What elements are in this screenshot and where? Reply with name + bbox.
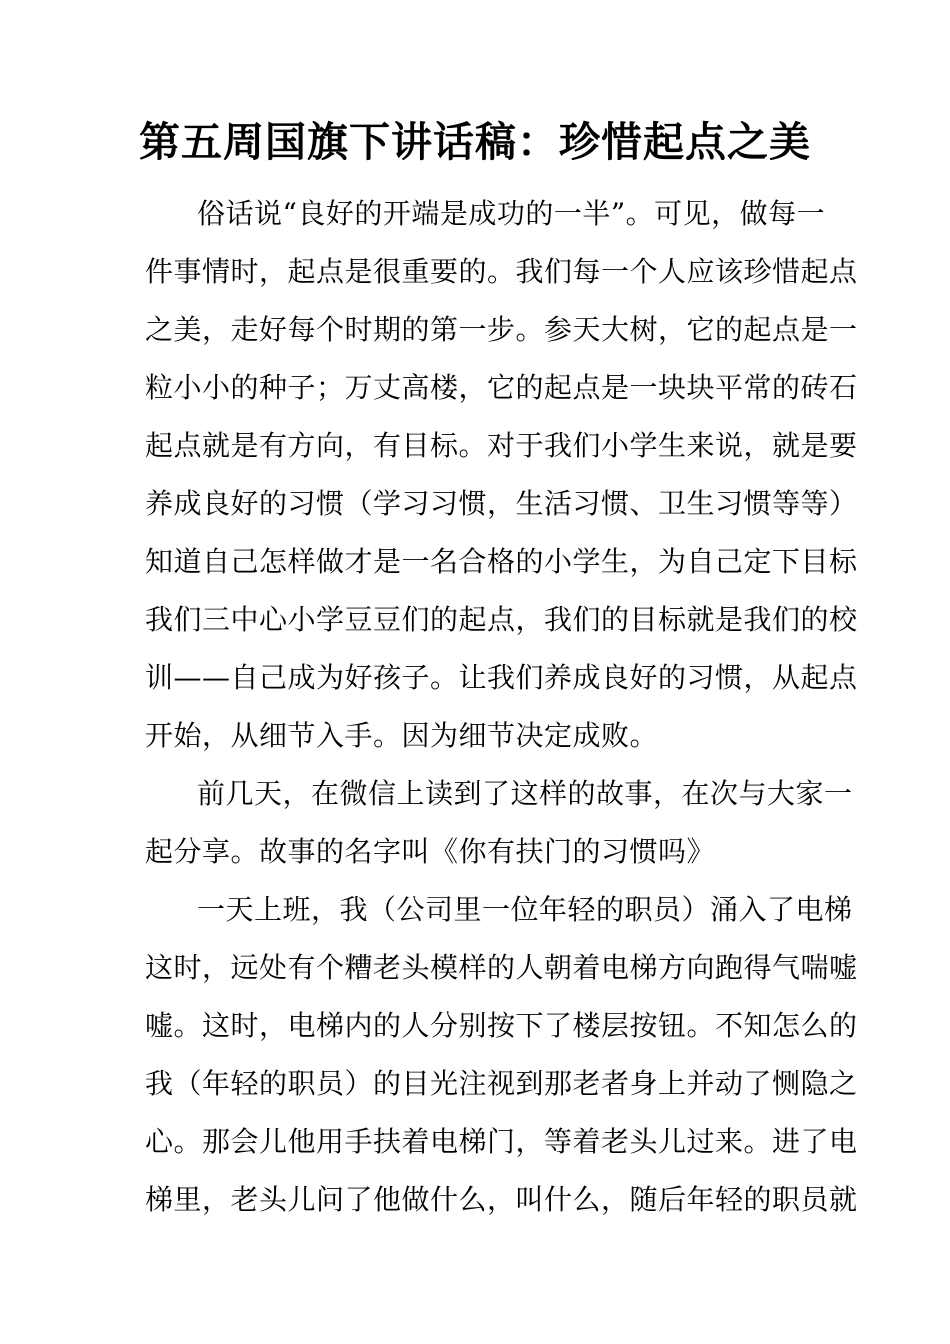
paragraph-line: 嘘。这时，电梯内的人分别按下了楼层按钮。不知怎么的 xyxy=(145,1009,858,1042)
paragraph-line: 我们三中心小学豆豆们的起点，我们的目标就是我们的校 xyxy=(145,603,858,636)
paragraph-line: 件事情时，起点是很重要的。我们每一个人应该珍惜起点 xyxy=(145,255,858,288)
paragraph-line: 训——自己成为好孩子。让我们养成良好的习惯，从起点 xyxy=(145,661,858,694)
paragraph-line: 前几天，在微信上读到了这样的故事，在次与大家一 xyxy=(197,777,853,810)
paragraph-line: 这时，远处有个糟老头模样的人朝着电梯方向跑得气喘嘘 xyxy=(145,951,858,984)
document-title: 第五周国旗下讲话稿：珍惜起点之美 xyxy=(139,118,811,166)
paragraph-line: 养成良好的习惯（学习习惯，生活习惯、卫生习惯等等） xyxy=(145,487,858,520)
paragraph-line: 开始，从细节入手。因为细节决定成败。 xyxy=(145,719,659,752)
paragraph-line: 一天上班，我（公司里一位年轻的职员）涌入了电梯 xyxy=(197,893,853,926)
paragraph-line: 之美，走好每个时期的第一步。参天大树，它的起点是一 xyxy=(145,313,858,346)
paragraph-line: 俗话说“良好的开端是成功的一半”。可见，做每一 xyxy=(197,197,826,230)
paragraph-line: 起点就是有方向，有目标。对于我们小学生来说，就是要 xyxy=(145,429,858,462)
paragraph-line: 心。那会儿他用手扶着电梯门，等着老头儿过来。进了电 xyxy=(145,1125,858,1158)
paragraph-line: 我（年轻的职员）的目光注视到那老者身上并动了恻隐之 xyxy=(145,1067,858,1100)
paragraph-line: 粒小小的种子；万丈高楼，它的起点是一块块平常的砖石 xyxy=(145,371,858,404)
paragraph-line: 知道自己怎样做才是一名合格的小学生，为自己定下目标 xyxy=(145,545,858,578)
paragraph-line: 起分享。故事的名字叫《你有扶门的习惯吗》 xyxy=(145,835,716,868)
paragraph-line: 梯里，老头儿问了他做什么，叫什么，随后年轻的职员就 xyxy=(145,1183,858,1216)
